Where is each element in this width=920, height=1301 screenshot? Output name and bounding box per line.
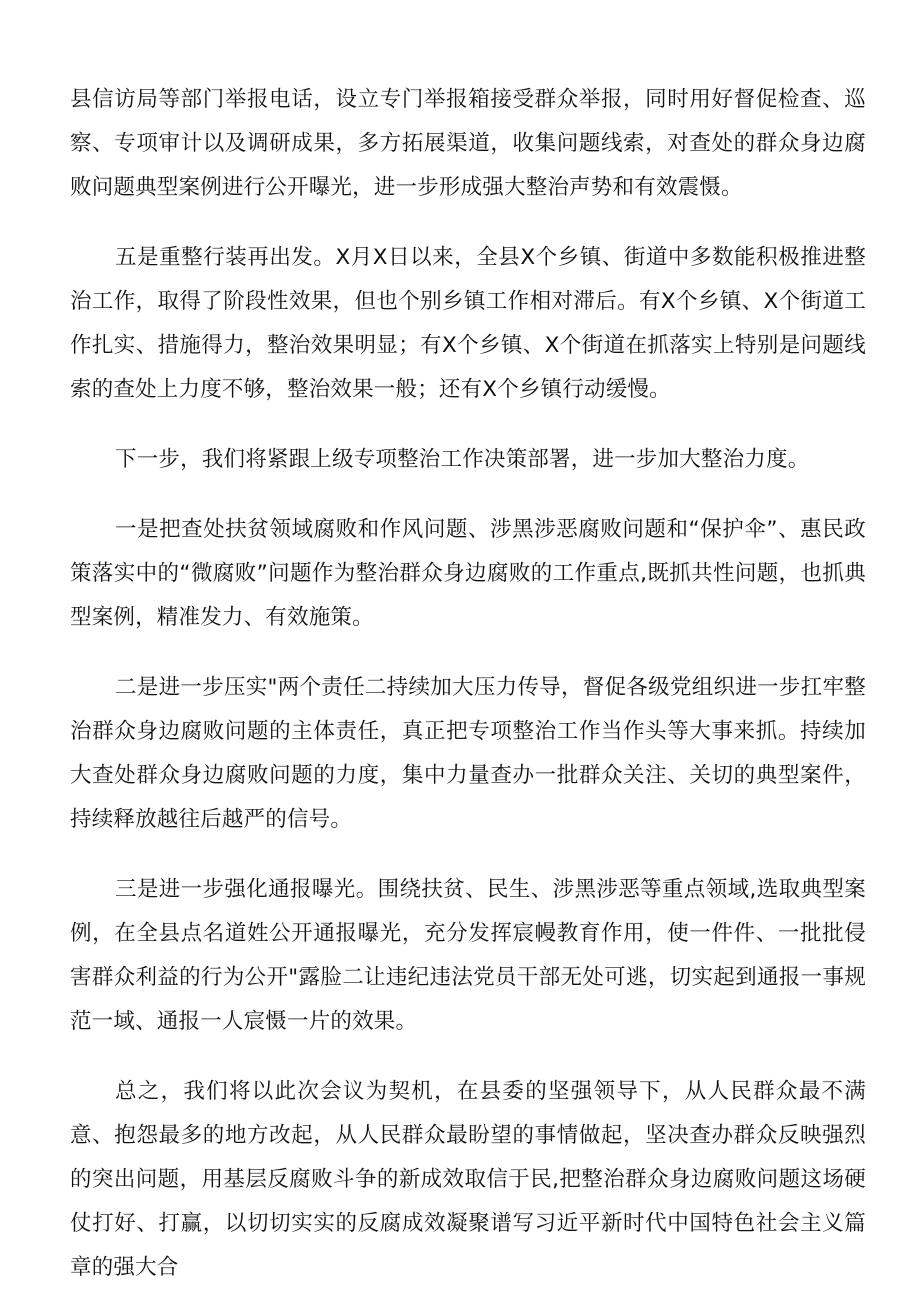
- paragraph-item-one: 一是把查处扶贫领域腐败和作风问题、涉黑涉恶腐败问题和“保护伞”、惠民政策落实中的“微腐败”问题作为整治群众身边腐败的工作重点,既抓共性问题，也抓典型案例，精准发力、有效施策。: [70, 517, 866, 630]
- document-page: [70, 78, 866, 1290]
- paragraph-point-five: 五是重整行装再出发。X月X日以来，全县X个乡镇、街道中多数能积极推进整治工作，取得了阶段性效果，但也个别乡镇工作相对滞后。有X个乡镇、X个街道工作扎实、措施得力，整治效果明显；有X个乡镇、X个街道在抓落实上特别是问题线索的查处上力度不够，整治效果一般；还有X个乡镇行动缓慢。: [70, 245, 866, 402]
- paragraph-next-step: 下一步，我们将紧跟上级专项整治工作决策部署，进一步加大整治力度。: [115, 447, 810, 472]
- paragraph-conclusion: 总之，我们将以此次会议为契机，在县委的坚强领导下，从人民群众最不满意、抱怨最多的地方改起，从人民群众最盼望的事情做起，坚决查办群众反映强烈的突出问题，用基层反腐败斗争的新成效取信于民,把整治群众身边腐败问题这场硬仗打好、打赢，以切切实实的反腐成效凝聚谱写习近平新时代中国特色社会主义篇章的强大合: [70, 1079, 866, 1280]
- paragraph-continuation: 县信访局等部门举报电话，设立专门举报箱接受群众举报，同时用好督促检查、巡察、专项审计以及调研成果，多方拓展渠道，收集问题线索，对查处的群众身边腐败问题典型案例进行公开曝光，进一步形成强大整治声势和有效震慑。: [70, 87, 866, 200]
- paragraph-item-three: 三是进一步强化通报曝光。围绕扶贫、民生、涉黑涉恶等重点领域,选取典型案例，在全县点名道姓公开通报曝光，充分发挥宸幔教育作用，使一件件、一批批侵害群众利益的行为公开"露脸二让违纪违法党员干部无处可逃，切实起到通报一事规范一域、通报一人宸慑一片的效果。: [70, 877, 866, 1034]
- paragraph-item-two: 二是进一步压实"两个责任二持续加大压力传导，督促各级党组织进一步扛牢整治群众身边腐败问题的主体责任，真正把专项整治工作当作头等大事来抓。持续加大查处群众身边腐败问题的力度，集中力量查办一批群众关注、关切的典型案件，持续释放越往后越严的信号。: [70, 675, 866, 832]
